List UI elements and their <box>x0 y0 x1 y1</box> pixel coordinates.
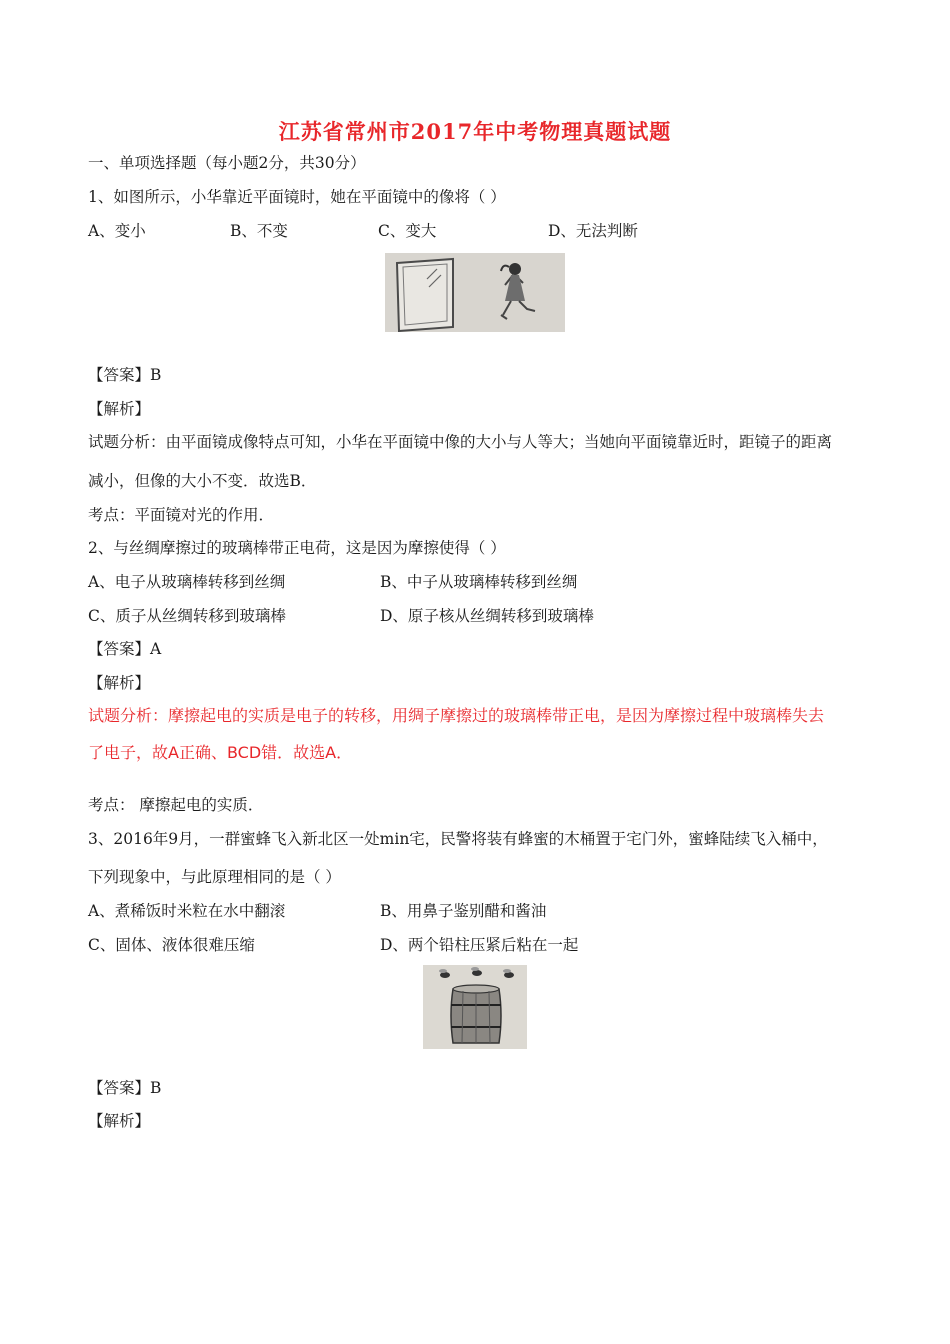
q1-point: 考点：平面镜对光的作用． <box>88 506 275 524</box>
q2-analysis-label: 【解析】 <box>88 674 151 692</box>
q2-point: 考点： 摩擦起电的实质． <box>88 796 264 814</box>
q1-option-b: B、不变 <box>230 222 288 240</box>
plane-mirror-icon <box>397 259 453 331</box>
q1-option-d: D、无法判断 <box>548 222 638 240</box>
q3-option-a: A、煮稀饭时米粒在水中翻滚 <box>88 902 286 920</box>
q1-option-c: C、变大 <box>378 222 437 240</box>
q2-option-b: B、中子从玻璃棒转移到丝绸 <box>380 573 578 591</box>
q2-option-d: D、原子核从丝绸转移到玻璃棒 <box>380 607 594 625</box>
q3-stem-line-2: 下列现象中，与此原理相同的是（ ） <box>88 868 341 886</box>
q2-option-c: C、质子从丝绸转移到玻璃棒 <box>88 607 286 625</box>
q1-option-a: A、变小 <box>88 222 146 240</box>
q3-option-b: B、用鼻子鉴别醋和酱油 <box>380 902 547 920</box>
bees-barrel-figure <box>423 965 527 1049</box>
q3-analysis-label: 【解析】 <box>88 1112 151 1130</box>
q1-stem: 1、如图所示，小华靠近平面镜时，她在平面镜中的像将（ ） <box>88 188 506 206</box>
q2-option-a: A、电子从玻璃棒转移到丝绸 <box>88 573 286 591</box>
q1-analysis-line-2: 减小，但像的大小不变．故选B． <box>88 472 317 490</box>
section-heading: 一、单项选择题（每小题2分，共30分） <box>88 154 366 172</box>
q3-stem-line-1: 3、2016年9月，一群蜜蜂飞入新北区一处min宅，民警将装有蜂蜜的木桶置于宅门外，蜜蜂陆续飞入桶中， <box>88 830 828 848</box>
q3-answer: 【答案】B <box>88 1079 162 1097</box>
mirror-girl-figure <box>385 253 565 332</box>
q1-analysis-line-1: 试题分析：由平面镜成像特点可知，小华在平面镜中像的大小与人等大；当她向平面镜靠近时，距镜子的距离 <box>88 433 833 451</box>
q2-analysis-line-1: 试题分析：摩擦起电的实质是电子的转移，用绸子摩擦过的玻璃棒带正电，是因为摩擦过程中玻璃棒失去 <box>88 706 825 725</box>
document-title: 江苏省常州市2017年中考物理真题试题 <box>278 119 672 144</box>
q2-analysis-line-2: 了电子，故A正确、BCD错．故选A． <box>88 743 353 762</box>
q1-analysis-label: 【解析】 <box>88 400 151 418</box>
q2-answer: 【答案】A <box>88 640 162 658</box>
barrel-icon <box>451 985 501 1043</box>
q1-answer: 【答案】B <box>88 366 162 384</box>
q3-option-c: C、固体、液体很难压缩 <box>88 936 255 954</box>
q3-option-d: D、两个铅柱压紧后粘在一起 <box>380 936 579 954</box>
q2-stem: 2、与丝绸摩擦过的玻璃棒带正电荷，这是因为摩擦使得（ ） <box>88 539 506 557</box>
